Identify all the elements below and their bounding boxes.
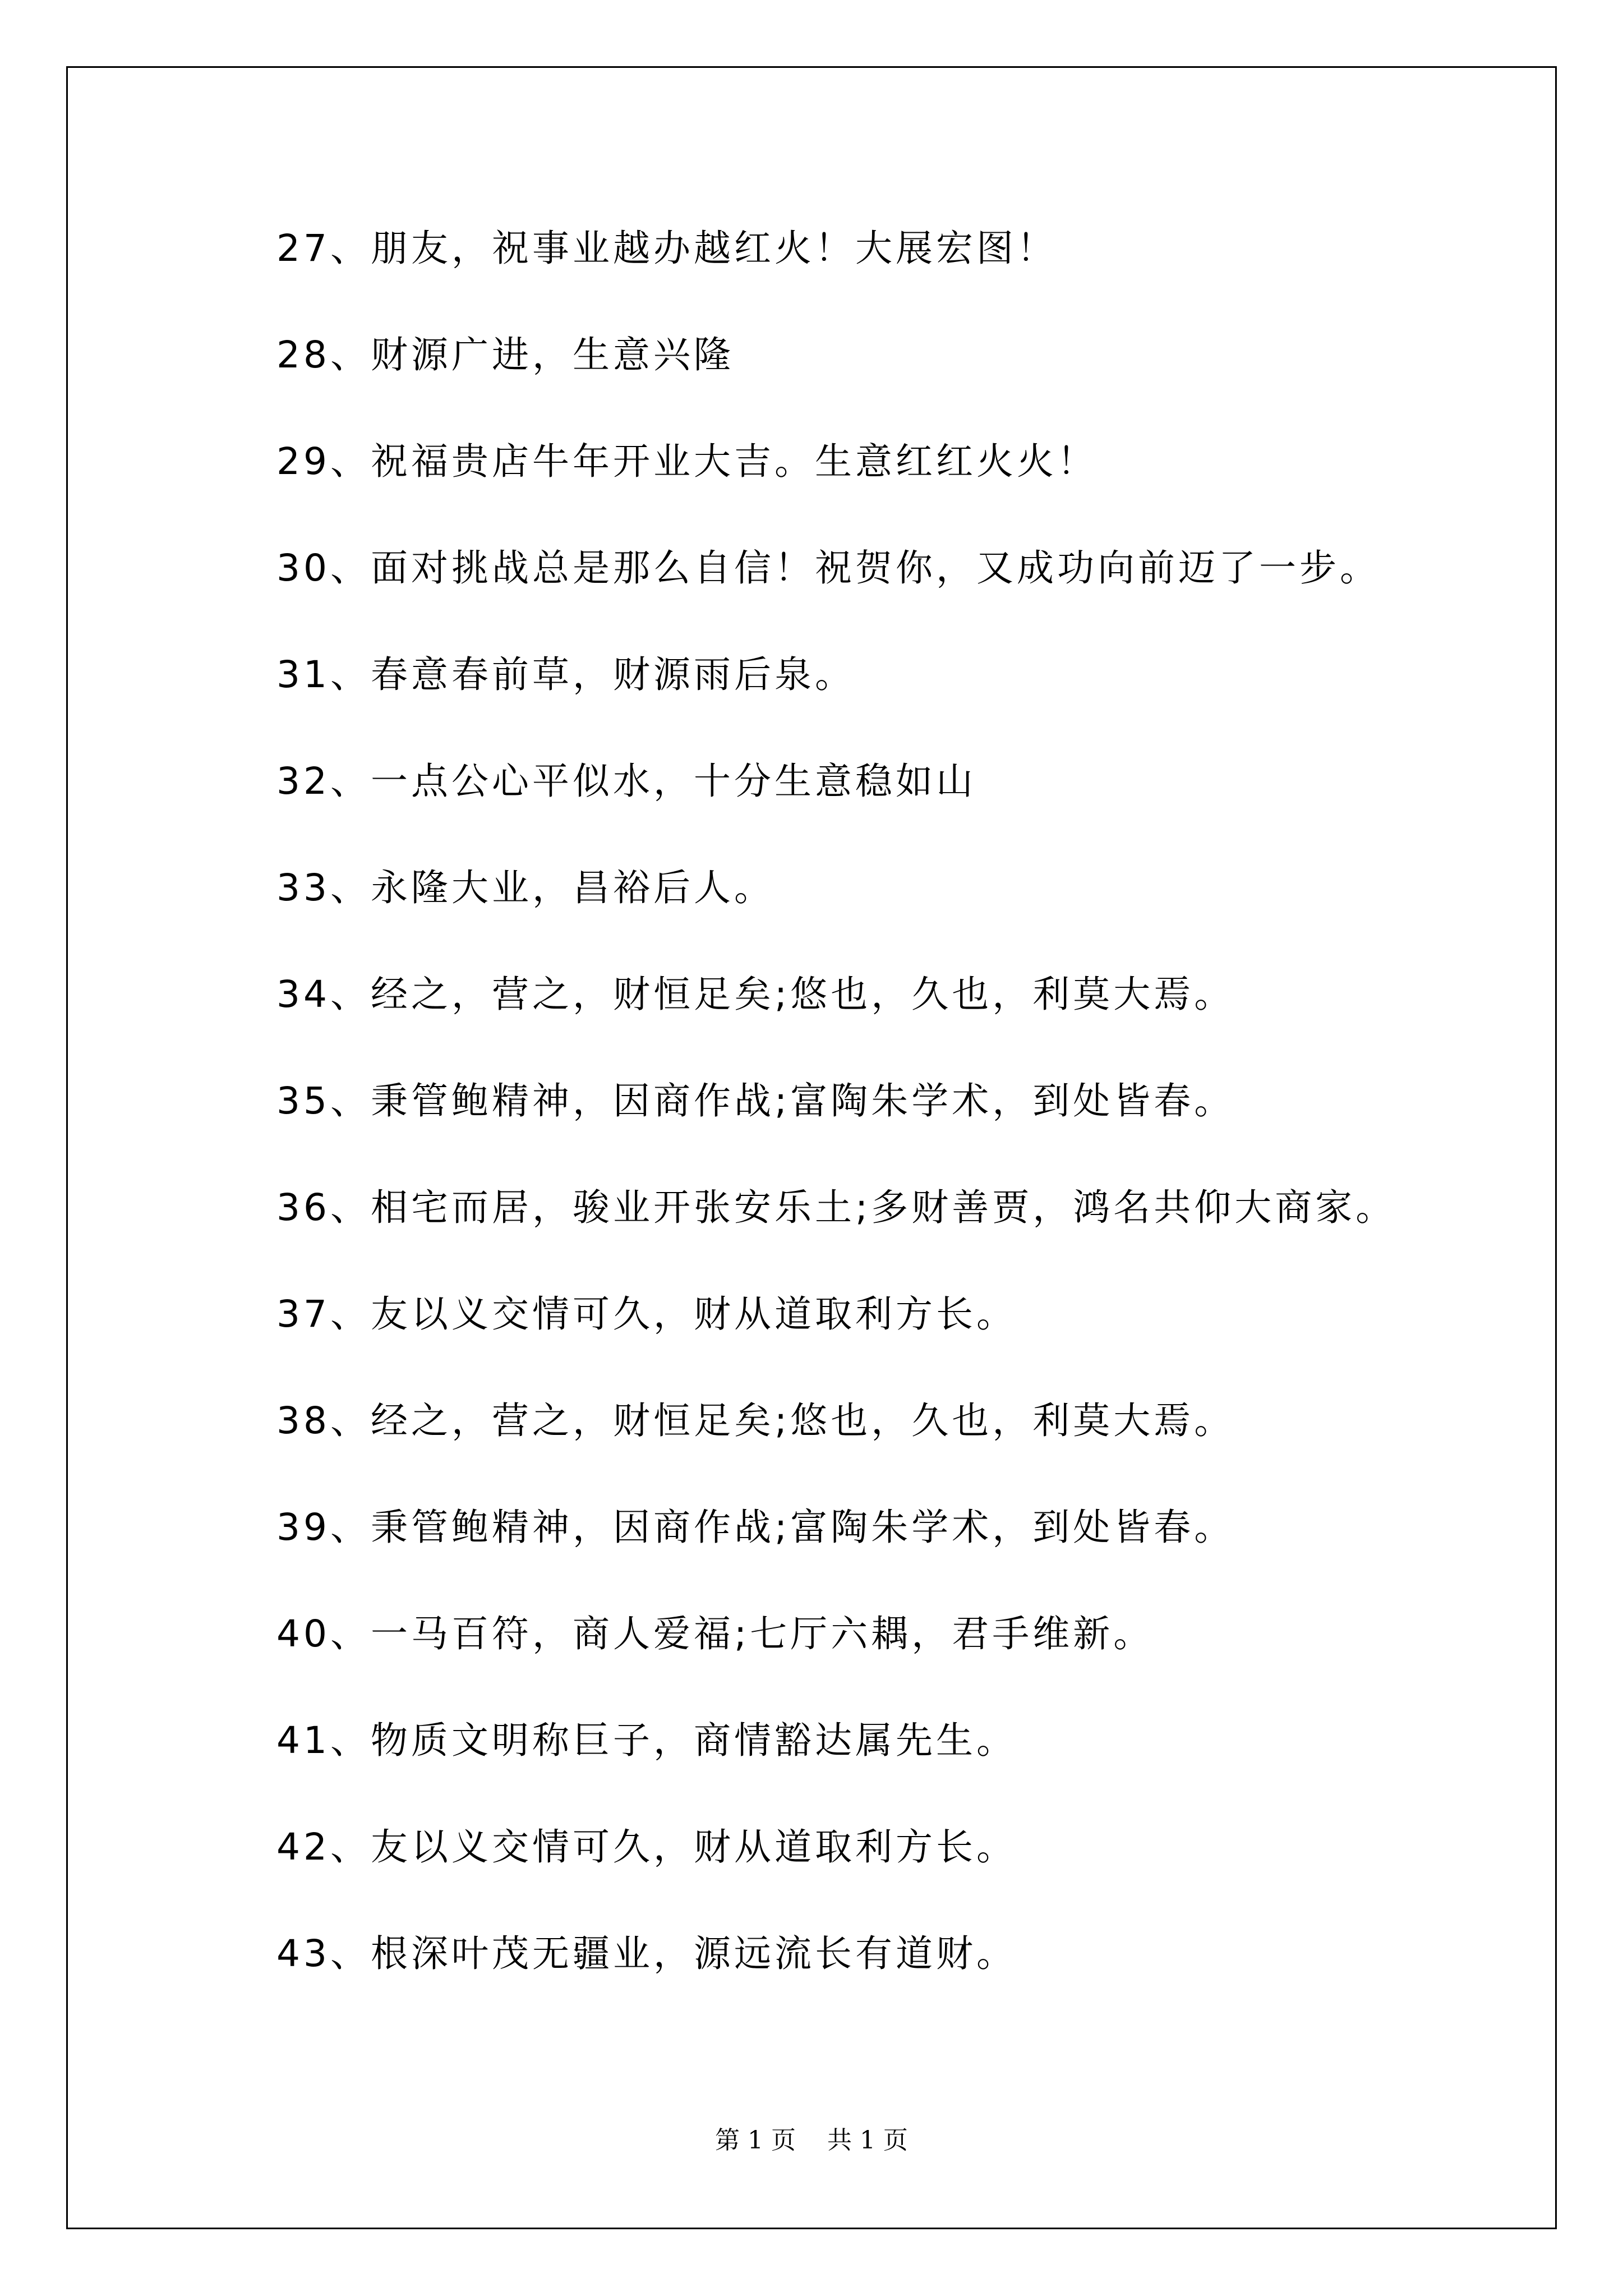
- list-item: 43、根深叶茂无疆业，源远流长有道财。: [276, 1932, 1017, 1975]
- list-item: 40、一马百符，商人爱福;七厅六耦，君手维新。: [276, 1612, 1154, 1655]
- list-item: 27、朋友，祝事业越办越红火！大展宏图！: [276, 227, 1057, 270]
- list-item: 35、秉管鲍精神，因商作战;富陶朱学术，到处皆春。: [276, 1079, 1235, 1122]
- list-item: 31、春意春前草，财源雨后泉。: [276, 653, 855, 696]
- list-item: 39、秉管鲍精神，因商作战;富陶朱学术，到处皆春。: [276, 1506, 1235, 1549]
- list-item: 42、友以义交情可久，财从道取利方长。: [276, 1825, 1017, 1869]
- list-item: 30、面对挑战总是那么自信！祝贺你，又成功向前迈了一步。: [276, 546, 1380, 590]
- list-item: 36、相宅而居，骏业开张安乐土;多财善贾，鸿名共仰大商家。: [276, 1186, 1396, 1229]
- list-item: 34、经之，营之，财恒足矣;悠也，久也，利莫大焉。: [276, 973, 1235, 1016]
- page-number-footer: 第 1 页 共 1 页: [715, 2126, 908, 2155]
- list-item: 37、友以义交情可久，财从道取利方长。: [276, 1292, 1017, 1336]
- list-item: 33、永隆大业，昌裕后人。: [276, 866, 774, 909]
- list-item: 41、物质文明称巨子，商情豁达属先生。: [276, 1719, 1017, 1762]
- list-item: 29、祝福贵店牛年开业大吉。生意红红火火！: [276, 440, 1098, 483]
- list-item: 28、财源广进，生意兴隆: [276, 333, 734, 376]
- list-item: 38、经之，营之，财恒足矣;悠也，久也，利莫大焉。: [276, 1399, 1235, 1442]
- list-item: 32、一点公心平似水，十分生意稳如山: [276, 760, 976, 803]
